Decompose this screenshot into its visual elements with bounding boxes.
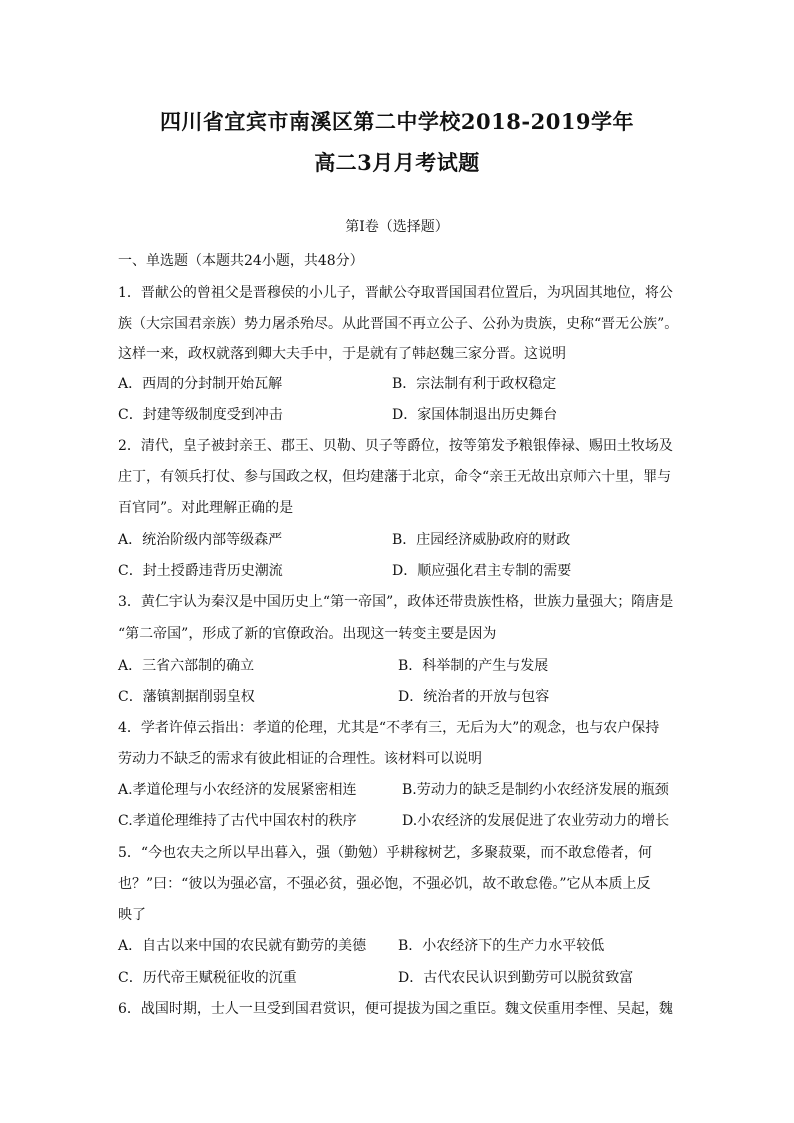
question-2-option-b: B．庄园经济威胁政府的财政 [392,532,571,548]
question-5-option-b: B．小农经济下的生产力水平较低 [398,938,605,954]
question-2-option-c: C．封土授爵违背历史潮流 [118,563,283,579]
question-5-line-1: 5．“今也农夫之所以早出暮入，强（勤勉）乎耕稼树艺，多聚菽粟，而不敢怠倦者，何 [118,845,653,861]
question-1-option-d: D．家国体制退出历史舞台 [392,407,558,423]
question-2-line-1: 2．清代，皇子被封亲王、郡王、贝勒、贝子等爵位，按等第发予粮银俸禄、赐田土牧场及 [118,438,673,454]
question-1-option-a: A．西周的分封制开始瓦解 [118,376,283,392]
question-3-option-a: A．三省六部制的确立 [118,658,255,674]
question-4-option-d: D.小农经济的发展促进了农业劳动力的增长 [402,813,670,829]
question-2-line-3: 百官同”。对此理解正确的是 [118,500,294,516]
question-4-line-2: 劳动力不缺乏的需求有彼此相证的合理性。该材料可以说明 [118,751,482,767]
question-5-option-a: A．自古以来中国的农民就有勤劳的美德 [118,938,367,954]
question-4-line-1: 4．学者许倬云指出：孝道的伦理，尤其是“不孝有三，无后为大”的观念，也与农户保持 [118,720,660,736]
question-1-option-b: B．宗法制有利于政权稳定 [392,376,557,392]
question-6-line-1: 6．战国时期，士人一旦受到国君赏识，便可提拔为国之重臣。魏文侯重用李悝、吴起，魏 [118,1001,673,1017]
question-3-line-1: 3．黄仁宇认为秦汉是中国历史上“第一帝国”，政体还带贵族性格，世族力量强大；隋唐是 [118,594,674,610]
question-4-option-b: B.劳动力的缺乏是制约小农经济发展的瓶颈 [402,782,669,798]
question-5-option-c: C．历代帝王赋税征收的沉重 [118,970,297,986]
question-1-line-2: 族（大宗国君亲族）势力屠杀殆尽。从此晋国不再立公子、公孙为贵族，史称“晋无公族”。 [118,316,679,332]
question-4-option-a: A.孝道伦理与小农经济的发展紧密相连 [118,782,357,798]
question-5-option-d: D．古代农民认识到勤劳可以脱贫致富 [398,970,634,986]
question-3-option-d: D．统治者的开放与包容 [398,689,550,705]
document-title: 四川省宜宾市南溪区第二中学校2018-2019学年 [159,109,635,134]
question-5-line-3: 映了 [118,907,146,923]
question-3-option-c: C．藩镇割据削弱皇权 [118,689,255,705]
question-1-line-1: 1．晋献公的曾祖父是晋穆侯的小儿子，晋献公夺取晋国国君位置后，为巩固其地位，将公 [118,285,673,301]
question-1-option-c: C．封建等级制度受到冲击 [118,407,283,423]
question-1-line-3: 这样一来，政权就落到卿大夫手中，于是就有了韩赵魏三家分晋。这说明 [118,346,566,362]
question-3-line-2: “第二帝国”，形成了新的官僚政治。出现这一转变主要是因为 [118,626,497,642]
question-5-line-2: 也？”曰：“彼以为强必富，不强必贫，强必饱，不强必饥，故不敢怠倦。”它从本质上反 [118,876,651,892]
question-2-option-a: A．统治阶级内部等级森严 [118,532,283,548]
section-heading: 第Ⅰ卷（选择题） [345,219,449,235]
document-subtitle: 高二3月月考试题 [314,150,480,175]
part-heading: 一、单选题（本题共24小题，共48分） [118,253,364,269]
question-4-option-c: C.孝道伦理维持了古代中国农村的秩序 [118,813,357,829]
question-2-line-2: 庄丁，有领兵打仗、参与国政之权，但均建藩于北京，命令“亲王无故出京师六十里，罪与 [118,469,672,485]
question-3-option-b: B．科举制的产生与发展 [398,658,549,674]
question-2-option-d: D．顺应强化君主专制的需要 [392,563,572,579]
